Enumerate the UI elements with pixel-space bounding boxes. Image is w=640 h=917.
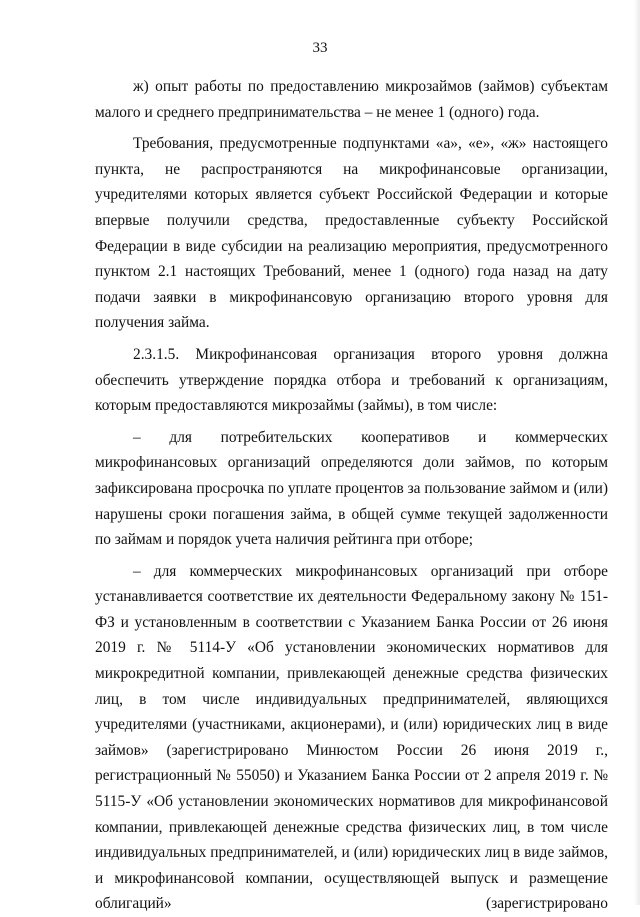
scan-edge-shadow	[634, 0, 640, 905]
paragraph-item-zh: ж) опыт работы по предоставлению микрозаймов (займов) субъектам малого и среднего предпринимательства – не менее 1 (одного) года.	[95, 78, 608, 121]
paragraph-requirements-exception: Требования, предусмотренные подпунктами «а», «е», «ж» настоящего пункта, не распространяются на микрофинансовые организации, учредителями которых является субъект Российской Федерации и которые впервые получили средства, предоставленные субъекту Российской Федерации в виде субсидии на реализацию мероприятия, предусмотренного пунктом 2.1 настоящих Требований, менее 1 (одного) года назад на дату подачи заявки в микрофинансовую организацию второго уровня для получения займа.	[95, 135, 608, 332]
paragraph-2-3-1-5: 2.3.1.5. Микрофинансовая организация второго уровня должна обеспечить утверждение порядка отбора и требований к организациям, которым предоставляются микрозаймы (займы), в том числе:	[95, 345, 608, 415]
page-number: 33	[312, 40, 328, 56]
document-body	[95, 74, 608, 917]
paragraph-consumer-cooperatives: – для потребительских кооперативов и коммерческих микрофинансовых организаций определяются доли займов, по которым зафиксирована просрочка по уплате процентов за пользование займом и (или) нарушены сроки погашения займа, в общей сумме текущей задолженности по займам и порядок учета наличия рейтинга при отборе;	[95, 428, 608, 549]
paragraph-commercial-mfo: – для коммерческих микрофинансовых организаций при отборе устанавливается соответствие их деятельности Федеральному закону № 151-ФЗ и установленным в соответствии с Указанием Банка России от 26 июня 2019 г. № 5114-У «Об установлении экономических нормативов для микрокредитной компании, привлекающей денежные средства физических лиц, в том числе индивидуальных предпринимателей, являющихся учредителями (участниками, акционерами), и (или) юридических лиц в виде займов» (зарегистрировано Минюстом России 26 июня 2019 г., регистрационный № 55050) и Указанием Банка России от 2 апреля 2019 г. № 5115-У «Об установлении экономических нормативов для микрофинансовой компании, привлекающей денежные средства физических лиц, в том числе индивидуальных предпринимателей, и (или) юридических лиц в виде займов, и микрофинансовой компании, осуществляющей выпуск и размещение облигаций» (зарегистрировано	[95, 562, 608, 913]
